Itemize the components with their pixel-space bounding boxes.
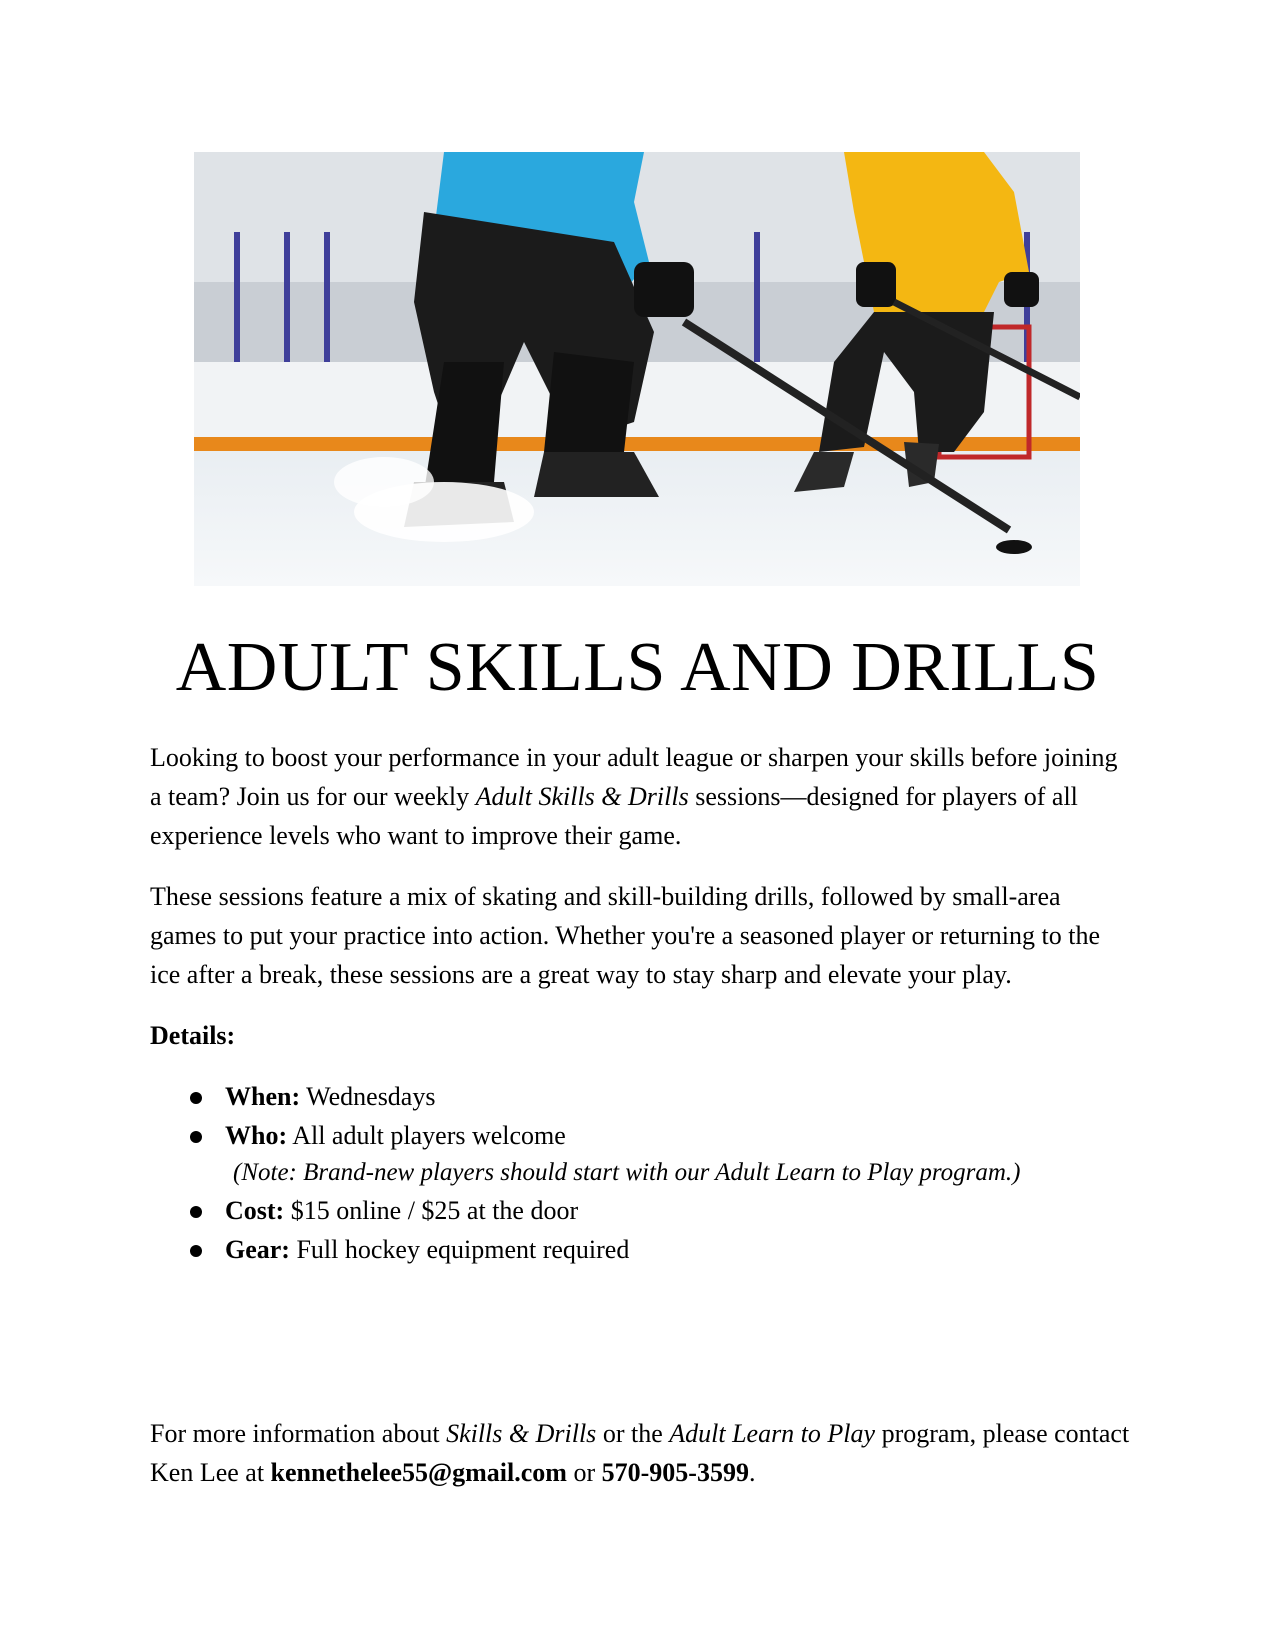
contact-text: For more information about (150, 1419, 447, 1448)
contact-phone[interactable]: 570-905-3599 (601, 1458, 749, 1487)
list-item (225, 1116, 1125, 1191)
contact-text: or the (596, 1419, 670, 1448)
when-label: When: (225, 1082, 301, 1111)
contact-email[interactable]: kennethelee55@gmail.com (270, 1458, 567, 1487)
who-label: Who: (225, 1121, 288, 1150)
contact-text: . (748, 1458, 756, 1487)
details-list (150, 1077, 1125, 1269)
page-title: ADULT SKILLS AND DRILLS (175, 629, 1100, 706)
who-note: (Note: Brand-new players should start with our Adult Learn to Play program.) (233, 1159, 1021, 1186)
who-value: All adult players welcome (287, 1121, 566, 1150)
bullet-icon (190, 1131, 202, 1143)
details-heading: Details: (150, 1021, 236, 1050)
gear-value: Full hockey equipment required (289, 1235, 630, 1264)
cost-label: Cost: (225, 1196, 285, 1225)
cost-value: $15 online / $25 at the door (284, 1196, 579, 1225)
intro-text-2: sessions—designed for players of all experience levels who want to improve their game. (150, 782, 1078, 850)
contact-text: or (566, 1458, 602, 1487)
description-paragraph: These sessions feature a mix of skating and skill-building drills, followed by small-area games to put your practice into action. Whether you're a seasoned player or returning to the ice after a break, these sessions are a great way to stay sharp and elevate your play. (150, 882, 1100, 989)
contact-paragraph (150, 1414, 1130, 1492)
contact-text: program, please contact Ken Lee at (150, 1419, 1130, 1487)
bullet-icon (190, 1092, 202, 1104)
learn-to-play-emphasis: Adult Learn to Play (669, 1419, 876, 1448)
main-content (150, 738, 1125, 1269)
skills-drills-emphasis: Skills & Drills (446, 1419, 597, 1448)
bullet-icon (190, 1206, 202, 1218)
hero-image (194, 152, 1080, 586)
intro-emphasis: Adult Skills & Drills (475, 782, 689, 811)
list-item (225, 1230, 1125, 1269)
list-item (225, 1191, 1125, 1230)
list-item (225, 1077, 1125, 1116)
hockey-players-photo-icon (194, 152, 1080, 586)
intro-paragraph (150, 738, 1125, 855)
intro-text-1: Looking to boost your performance in your adult league or sharpen your skills before joining a team? Join us for our weekly (150, 743, 1118, 811)
bullet-icon (190, 1245, 202, 1257)
when-value: Wednesdays (300, 1082, 436, 1111)
gear-label: Gear: (225, 1235, 290, 1264)
